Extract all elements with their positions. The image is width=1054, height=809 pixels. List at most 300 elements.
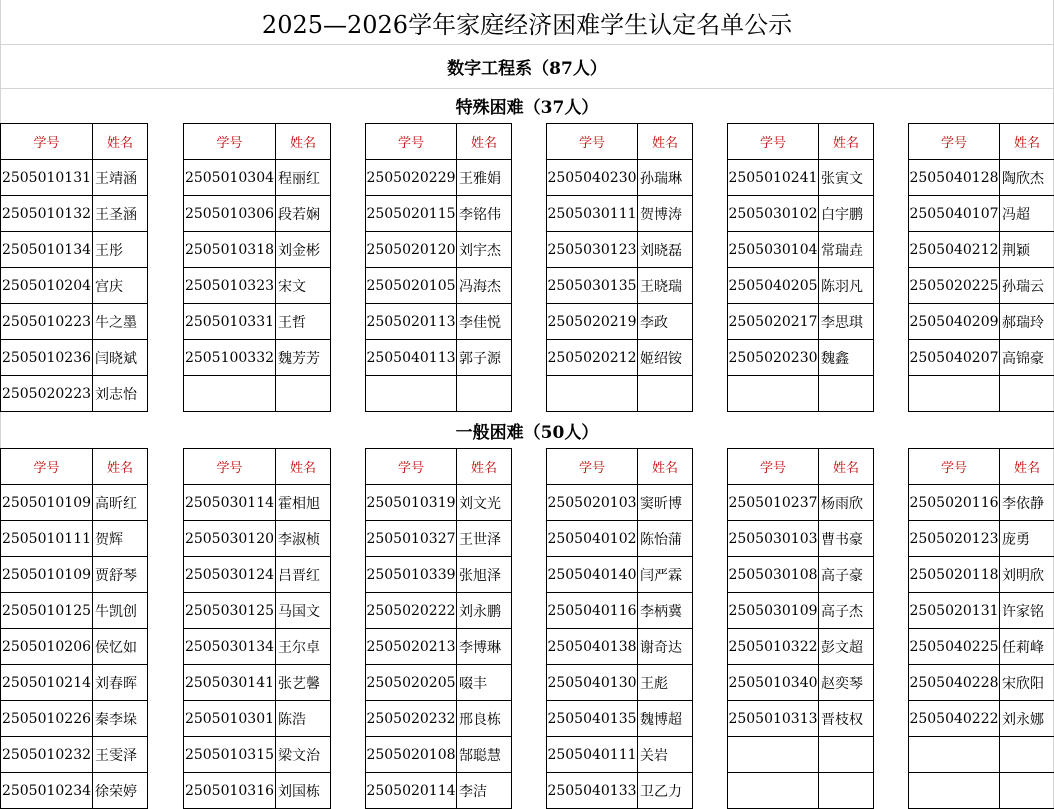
table-row — [909, 160, 1054, 196]
student-id-header: 学号 — [366, 124, 457, 160]
table-row — [184, 629, 331, 665]
table-row — [366, 196, 512, 232]
student-name-cell — [1000, 737, 1054, 773]
table-row — [728, 304, 874, 340]
student-name-cell — [819, 737, 874, 773]
student-id-cell — [728, 773, 819, 809]
table-row — [184, 485, 331, 521]
student-id-cell: 2505020118 — [909, 557, 1000, 593]
student-id-cell: 2505020113 — [366, 304, 457, 340]
student-name-cell: 段若娴 — [276, 196, 331, 232]
student-id-cell: 2505010204 — [1, 268, 93, 304]
student-id-cell: 2505010340 — [728, 665, 819, 701]
table-header-row — [184, 124, 331, 160]
student-id-cell: 2505020212 — [547, 340, 638, 376]
table-row — [909, 557, 1054, 593]
student-id-cell: 2505010319 — [366, 485, 457, 521]
table-row — [547, 557, 693, 593]
student-id-cell: 2505040212 — [909, 232, 1000, 268]
student-id-cell: 2505010323 — [184, 268, 276, 304]
student-name-header: 姓名 — [819, 449, 874, 485]
student-id-cell: 2505010304 — [184, 160, 276, 196]
student-name-cell: 刘明欣 — [1000, 557, 1054, 593]
student-id-cell: 2505020222 — [366, 593, 457, 629]
table-row — [366, 557, 512, 593]
student-name-cell: 刘国栋 — [276, 773, 331, 809]
student-name-cell: 李淑桢 — [276, 521, 331, 557]
special-list-table — [183, 123, 331, 412]
table-row — [1, 160, 148, 196]
table-row — [184, 773, 331, 809]
table-row — [728, 485, 874, 521]
student-id-cell — [728, 376, 819, 412]
student-id-cell: 2505030104 — [728, 232, 819, 268]
table-header-row — [909, 124, 1054, 160]
student-name-cell: 宋欣阳 — [1000, 665, 1054, 701]
student-name-cell: 秦李垛 — [93, 701, 148, 737]
student-name-cell: 宫庆 — [93, 268, 148, 304]
student-name-header: 姓名 — [276, 124, 331, 160]
student-id-cell: 2505030114 — [184, 485, 276, 521]
table-row — [184, 737, 331, 773]
student-name-cell: 许家铭 — [1000, 593, 1054, 629]
student-name-cell: 刘宇杰 — [457, 232, 512, 268]
student-name-cell: 李思琪 — [819, 304, 874, 340]
general-list-table — [183, 448, 331, 809]
student-id-cell: 2505010316 — [184, 773, 276, 809]
table-row — [728, 376, 874, 412]
student-id-cell: 2505020105 — [366, 268, 457, 304]
student-id-header: 学号 — [1, 124, 93, 160]
student-id-cell: 2505020229 — [366, 160, 457, 196]
table-row — [909, 521, 1054, 557]
table-header-row — [728, 124, 874, 160]
student-name-cell: 刘志怡 — [93, 376, 148, 412]
student-name-header: 姓名 — [638, 449, 693, 485]
table-row — [547, 773, 693, 809]
special-list-table — [546, 123, 693, 412]
student-name-cell: 高子豪 — [819, 557, 874, 593]
student-id-cell — [909, 737, 1000, 773]
table-row — [184, 160, 331, 196]
table-row — [728, 737, 874, 773]
table-row — [184, 521, 331, 557]
general-list-table — [908, 448, 1054, 809]
student-id-cell: 2505040130 — [547, 665, 638, 701]
student-id-header: 学号 — [728, 449, 819, 485]
table-row — [366, 773, 512, 809]
student-name-cell: 赵奕琴 — [819, 665, 874, 701]
student-name-cell: 孙瑞琳 — [638, 160, 693, 196]
student-name-cell: 郝瑞玲 — [1000, 304, 1054, 340]
student-id-cell: 2505040107 — [909, 196, 1000, 232]
student-name-header: 姓名 — [93, 124, 148, 160]
table-row — [184, 232, 331, 268]
table-row — [184, 196, 331, 232]
student-id-cell: 2505030124 — [184, 557, 276, 593]
student-name-cell: 刘春晖 — [93, 665, 148, 701]
student-id-cell: 2505030109 — [728, 593, 819, 629]
student-name-cell: 曹书豪 — [819, 521, 874, 557]
student-name-cell: 窦昕博 — [638, 485, 693, 521]
student-id-cell — [909, 773, 1000, 809]
table-row — [909, 593, 1054, 629]
student-id-cell: 2505030102 — [728, 196, 819, 232]
student-name-cell: 孙瑞云 — [1000, 268, 1054, 304]
table-row — [1, 701, 148, 737]
student-id-cell: 2505040222 — [909, 701, 1000, 737]
table-row — [547, 629, 693, 665]
student-name-cell: 张旭泽 — [457, 557, 512, 593]
table-row — [728, 773, 874, 809]
table-header-row — [184, 449, 331, 485]
student-id-cell: 2505010134 — [1, 232, 93, 268]
table-row — [184, 304, 331, 340]
student-id-cell: 2505010318 — [184, 232, 276, 268]
student-id-cell: 2505010125 — [1, 593, 93, 629]
student-name-cell: 刘金彬 — [276, 232, 331, 268]
student-name-cell: 王晓瑞 — [638, 268, 693, 304]
student-name-cell: 牛之墨 — [93, 304, 148, 340]
student-name-cell: 荆颖 — [1000, 232, 1054, 268]
student-name-cell: 白宇鹏 — [819, 196, 874, 232]
table-row — [909, 340, 1054, 376]
student-id-cell: 2505040207 — [909, 340, 1000, 376]
student-name-cell: 梁文治 — [276, 737, 331, 773]
student-name-cell: 闫晓斌 — [93, 340, 148, 376]
student-name-cell: 牛凯创 — [93, 593, 148, 629]
student-id-cell: 2505030120 — [184, 521, 276, 557]
student-id-cell: 2505010327 — [366, 521, 457, 557]
table-row — [1, 773, 148, 809]
student-id-cell: 2505010237 — [728, 485, 819, 521]
table-row — [1, 629, 148, 665]
student-name-cell: 王世泽 — [457, 521, 512, 557]
student-id-cell: 2505030111 — [547, 196, 638, 232]
table-row — [909, 665, 1054, 701]
table-row — [184, 665, 331, 701]
table-header-row — [366, 124, 512, 160]
table-row — [547, 665, 693, 701]
table-row — [366, 304, 512, 340]
student-id-cell — [184, 376, 276, 412]
table-row — [1, 232, 148, 268]
student-name-cell: 陶欣杰 — [1000, 160, 1054, 196]
student-id-header: 学号 — [728, 124, 819, 160]
student-name-cell — [819, 376, 874, 412]
student-id-header: 学号 — [1, 449, 93, 485]
student-name-cell: 高子杰 — [819, 593, 874, 629]
student-id-cell: 2505010131 — [1, 160, 93, 196]
student-id-cell: 2505020103 — [547, 485, 638, 521]
student-name-cell: 冯海杰 — [457, 268, 512, 304]
student-name-header: 姓名 — [93, 449, 148, 485]
student-id-cell: 2505030125 — [184, 593, 276, 629]
table-row — [909, 629, 1054, 665]
table-row — [1, 737, 148, 773]
table-row — [728, 665, 874, 701]
student-id-cell: 2505040205 — [728, 268, 819, 304]
student-id-cell: 2505010223 — [1, 304, 93, 340]
student-id-cell: 2505010111 — [1, 521, 93, 557]
table-row — [366, 737, 512, 773]
student-name-cell: 魏鑫 — [819, 340, 874, 376]
table-row — [366, 485, 512, 521]
student-id-cell: 2505020108 — [366, 737, 457, 773]
student-id-cell: 2505010109 — [1, 485, 93, 521]
student-id-cell: 2505020232 — [366, 701, 457, 737]
student-id-cell: 2505040113 — [366, 340, 457, 376]
student-name-cell: 李政 — [638, 304, 693, 340]
table-row — [728, 232, 874, 268]
student-id-cell: 2505020114 — [366, 773, 457, 809]
student-id-cell — [547, 376, 638, 412]
student-name-cell: 徐荣婷 — [93, 773, 148, 809]
special-list-table — [365, 123, 512, 412]
student-name-cell: 王雯泽 — [93, 737, 148, 773]
student-name-cell: 陈羽凡 — [819, 268, 874, 304]
table-row — [547, 701, 693, 737]
student-name-cell: 刘文光 — [457, 485, 512, 521]
student-id-cell: 2505040128 — [909, 160, 1000, 196]
student-name-cell: 李博琳 — [457, 629, 512, 665]
student-id-header: 学号 — [184, 124, 276, 160]
student-id-cell: 2505010331 — [184, 304, 276, 340]
table-row — [909, 485, 1054, 521]
student-id-cell: 2505020213 — [366, 629, 457, 665]
student-id-cell: 2505010109 — [1, 557, 93, 593]
table-header-row — [547, 124, 693, 160]
student-id-cell: 2505010206 — [1, 629, 93, 665]
student-id-cell: 2505020217 — [728, 304, 819, 340]
student-name-cell: 王彪 — [638, 665, 693, 701]
student-name-cell: 李洁 — [457, 773, 512, 809]
student-id-cell: 2505030108 — [728, 557, 819, 593]
table-row — [547, 304, 693, 340]
student-name-cell — [1000, 773, 1054, 809]
table-row — [728, 196, 874, 232]
student-name-cell: 王靖涵 — [93, 160, 148, 196]
student-id-cell: 2505020116 — [909, 485, 1000, 521]
student-name-cell: 王哲 — [276, 304, 331, 340]
table-row — [909, 232, 1054, 268]
student-name-cell: 杨雨欣 — [819, 485, 874, 521]
student-name-cell: 王尔卓 — [276, 629, 331, 665]
student-name-cell: 马国文 — [276, 593, 331, 629]
student-name-cell: 李铭伟 — [457, 196, 512, 232]
table-row — [184, 701, 331, 737]
student-id-cell: 2505040225 — [909, 629, 1000, 665]
student-name-cell: 李佳悦 — [457, 304, 512, 340]
table-row — [728, 557, 874, 593]
special-list-table — [0, 123, 148, 412]
student-name-cell: 霍相旭 — [276, 485, 331, 521]
table-row — [366, 376, 512, 412]
table-row — [909, 701, 1054, 737]
student-name-cell: 贾舒琴 — [93, 557, 148, 593]
student-name-cell: 王彤 — [93, 232, 148, 268]
student-id-cell: 2505020225 — [909, 268, 1000, 304]
student-id-cell: 2505020115 — [366, 196, 457, 232]
student-id-cell: 2505030103 — [728, 521, 819, 557]
student-name-cell: 啜丰 — [457, 665, 512, 701]
table-header-row — [547, 449, 693, 485]
special-list-table — [908, 123, 1054, 412]
table-row — [728, 268, 874, 304]
student-name-header: 姓名 — [276, 449, 331, 485]
department-heading: 数字工程系（87人） — [0, 44, 1054, 89]
student-id-cell: 2505040228 — [909, 665, 1000, 701]
student-name-cell: 宋文 — [276, 268, 331, 304]
table-row — [547, 196, 693, 232]
table-row — [1, 304, 148, 340]
student-id-cell: 2505010315 — [184, 737, 276, 773]
student-name-cell — [276, 376, 331, 412]
general-list-table — [546, 448, 693, 809]
student-name-cell: 贺博涛 — [638, 196, 693, 232]
page-title: 2025—2026学年家庭经济困难学生认定名单公示 — [0, 0, 1054, 45]
table-row — [909, 773, 1054, 809]
student-name-cell: 魏芳芳 — [276, 340, 331, 376]
table-row — [184, 593, 331, 629]
student-name-cell: 庞勇 — [1000, 521, 1054, 557]
table-row — [366, 665, 512, 701]
student-id-cell — [728, 737, 819, 773]
student-name-cell: 张寅文 — [819, 160, 874, 196]
student-id-cell: 2505040111 — [547, 737, 638, 773]
table-row — [1, 376, 148, 412]
table-row — [366, 340, 512, 376]
student-id-cell: 2505020120 — [366, 232, 457, 268]
table-row — [366, 160, 512, 196]
student-id-cell: 2505030123 — [547, 232, 638, 268]
table-row — [366, 701, 512, 737]
student-name-cell — [457, 376, 512, 412]
student-id-cell: 2505020123 — [909, 521, 1000, 557]
table-row — [728, 593, 874, 629]
table-row — [1, 268, 148, 304]
student-id-cell: 2505010322 — [728, 629, 819, 665]
table-row — [547, 737, 693, 773]
table-row — [1, 593, 148, 629]
student-name-cell: 刘永娜 — [1000, 701, 1054, 737]
table-header-row — [1, 449, 148, 485]
student-name-cell: 关岩 — [638, 737, 693, 773]
student-id-cell: 2505010301 — [184, 701, 276, 737]
table-row — [909, 268, 1054, 304]
student-id-cell: 2505030135 — [547, 268, 638, 304]
special-difficulty-heading: 特殊困难（37人） — [0, 88, 1054, 122]
student-id-cell: 2505040133 — [547, 773, 638, 809]
table-row — [909, 737, 1054, 773]
table-row — [184, 557, 331, 593]
table-row — [366, 629, 512, 665]
student-name-header: 姓名 — [457, 124, 512, 160]
student-id-cell: 2505040230 — [547, 160, 638, 196]
student-name-cell: 晋枝权 — [819, 701, 874, 737]
student-name-cell: 刘永鹏 — [457, 593, 512, 629]
student-id-cell: 2505020230 — [728, 340, 819, 376]
student-id-header: 学号 — [547, 449, 638, 485]
general-list-table — [0, 448, 148, 809]
student-name-cell: 冯超 — [1000, 196, 1054, 232]
student-name-cell — [1000, 376, 1054, 412]
special-list-table — [727, 123, 874, 412]
table-row — [1, 521, 148, 557]
student-name-cell: 任莉峰 — [1000, 629, 1054, 665]
table-row — [366, 521, 512, 557]
student-id-cell: 2505010234 — [1, 773, 93, 809]
student-id-cell: 2505040135 — [547, 701, 638, 737]
table-row — [909, 304, 1054, 340]
student-name-cell: 彭文超 — [819, 629, 874, 665]
student-id-cell: 2505040140 — [547, 557, 638, 593]
student-id-cell: 2505010313 — [728, 701, 819, 737]
student-name-cell: 吕晋红 — [276, 557, 331, 593]
table-row — [547, 232, 693, 268]
student-id-cell: 2505100332 — [184, 340, 276, 376]
student-name-cell: 王圣涵 — [93, 196, 148, 232]
table-row — [1, 665, 148, 701]
student-id-header: 学号 — [184, 449, 276, 485]
student-id-header: 学号 — [547, 124, 638, 160]
table-row — [184, 268, 331, 304]
student-name-cell: 谢奇达 — [638, 629, 693, 665]
student-name-cell: 郜聪慧 — [457, 737, 512, 773]
general-difficulty-heading: 一般困难（50人） — [0, 412, 1054, 448]
table-row — [547, 376, 693, 412]
table-row — [547, 593, 693, 629]
table-header-row — [1, 124, 148, 160]
student-name-cell — [819, 773, 874, 809]
student-id-cell: 2505040102 — [547, 521, 638, 557]
student-name-cell: 常瑞垚 — [819, 232, 874, 268]
student-id-cell: 2505020131 — [909, 593, 1000, 629]
table-row — [547, 521, 693, 557]
table-row — [1, 485, 148, 521]
table-row — [728, 701, 874, 737]
student-name-cell: 王雅娟 — [457, 160, 512, 196]
student-id-cell: 2505030134 — [184, 629, 276, 665]
student-id-cell: 2505010132 — [1, 196, 93, 232]
student-name-cell: 刘晓磊 — [638, 232, 693, 268]
student-name-header: 姓名 — [1000, 124, 1054, 160]
general-list-table — [365, 448, 512, 809]
student-name-header: 姓名 — [457, 449, 512, 485]
student-name-cell: 陈怡蒲 — [638, 521, 693, 557]
table-row — [366, 232, 512, 268]
student-id-cell: 2505020205 — [366, 665, 457, 701]
table-row — [909, 376, 1054, 412]
table-header-row — [909, 449, 1054, 485]
student-name-header: 姓名 — [638, 124, 693, 160]
student-id-cell — [909, 376, 1000, 412]
student-name-cell: 程丽红 — [276, 160, 331, 196]
student-id-cell: 2505020223 — [1, 376, 93, 412]
general-list-table — [727, 448, 874, 809]
student-name-cell: 郭子源 — [457, 340, 512, 376]
student-id-header: 学号 — [366, 449, 457, 485]
table-row — [1, 340, 148, 376]
student-name-cell — [638, 376, 693, 412]
student-id-cell: 2505010214 — [1, 665, 93, 701]
table-row — [184, 340, 331, 376]
student-name-cell: 卫乙力 — [638, 773, 693, 809]
table-row — [1, 196, 148, 232]
student-id-header: 学号 — [909, 124, 1000, 160]
table-row — [547, 485, 693, 521]
student-id-cell — [366, 376, 457, 412]
